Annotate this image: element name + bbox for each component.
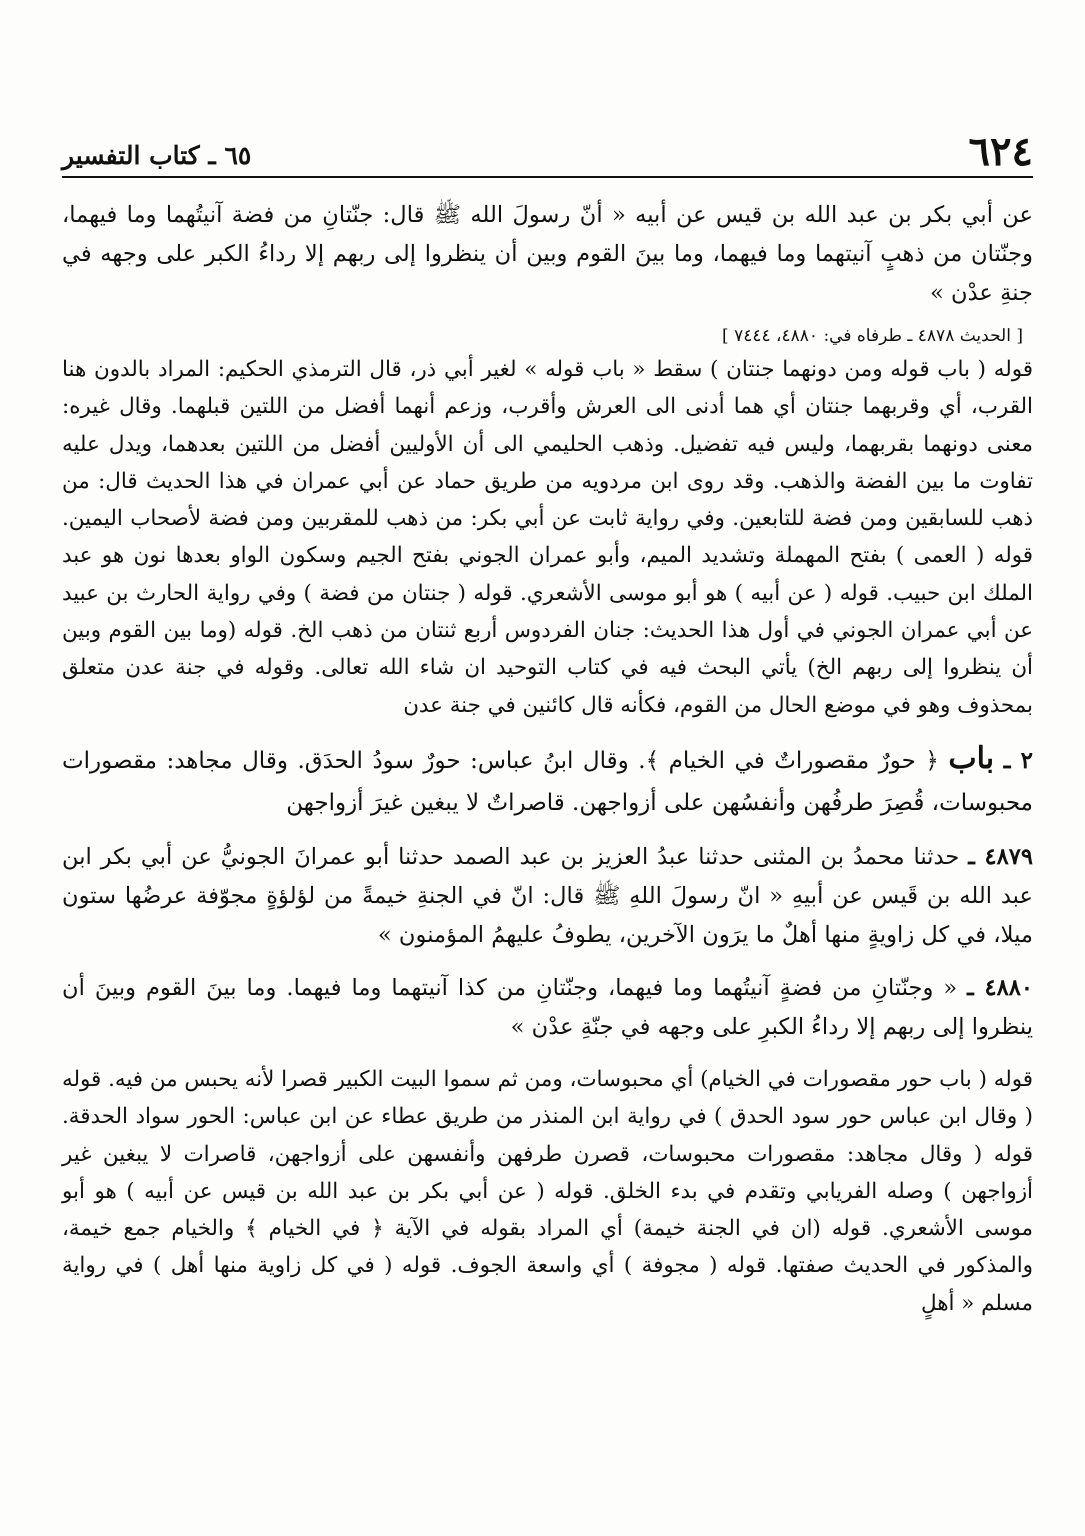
hadith-4879 bbox=[62, 838, 1033, 955]
page-header bbox=[62, 128, 1033, 178]
chapter-word: باب bbox=[948, 740, 995, 776]
page-number: ٦٢٤ bbox=[968, 128, 1033, 175]
hadith-text: حدثنا محمدُ بن المثنى حدثنا عبدُ العزيز بن عبد الصمد حدثنا أبو عمرانَ الجونيُّ عن أبي بكر ابن عبد الله بن قَيس عن أبيهِ « انّ رسولَ اللهِ ﷺ قال: انّ في الجنةِ خيمةً من لؤلؤةٍ مجوّفة عرضُها ستون ميلا، في كل زاويةٍ منها أهلٌ ما يرَون الآخرين، يطوفُ عليهمُ المؤمنون » bbox=[62, 843, 1033, 948]
hadith-text: « وجنّتانِ من فضةٍ آنيتُهما وما فيهما، وجنّتانِ من كذا آنيتهما وما فيهما. وما بينَ القوم وبينَ أن ينظروا إلى ربهم إلا رداءُ الكبرِ على وجهه في جنّةِ عدْن » bbox=[62, 974, 1033, 1040]
commentary-paragraph-1: قوله ( باب قوله ومن دونهما جنتان ) سقط « باب قوله » لغير أبي ذر، قال الترمذي الحكيم: المراد بالدون هنا القرب، أي وقربهما جنتان أي هما أدنى الى العرش وأقرب، وزعم أنهما أفضل من اللتين قبلهما. وقال غيره: معنى دونهما بقربهما، وليس فيه تفضيل. وذهب الحليمي الى أن الأوليين أفضل من اللتين بعدهما، ويدل عليه تفاوت ما بين الفضة والذهب. وقد روى ابن مردويه من طريق حماد عن أبي عمران في هذا الحديث قال: من ذهب للسابقين ومن فضة للتابعين. وفي رواية ثابت عن أبي بكر: من ذهب للمقربين ومن فضة لأصحاب اليمين. قوله ( العمى ) بفتح المهملة وتشديد الميم، وأبو عمران الجوني بفتح الجيم وسكون الواو بعدها نون هو عبد الملك ابن حبيب. قوله ( عن أبيه ) هو أبو موسى الأشعري. قوله ( جنتان من فضة ) وفي رواية الحارث بن عبيد عن أبي عمران الجوني في أول هذا الحديث: جنان الفردوس أربع ثنتان من ذهب الخ. قوله (وما بين القوم وبين أن ينظروا إلى ربهم الخ) يأتي البحث فيه في كتاب التوحيد ان شاء الله تعالى. وقوله في جنة عدن متعلق بمحذوف وهو في موضع الحال من القوم، فكأنه قال كائنين في جنة عدن bbox=[62, 357, 1033, 718]
hadith-reference: [ الحديث ٤٨٧٨ ـ طرفاه في: ٤٨٨٠، ٧٤٤٤ ] bbox=[722, 326, 1023, 346]
chapter-text: ﴿ حورٌ مقصوراتٌ في الخيام ﴾. وقال ابنُ عباس: حورٌ سودُ الحدَق. وقال مجاهد: مقصورات محبوسات، قُصِرَ طرفُهن وأنفسُهن على أزواجهن. قاصراتٌ لا يبغين غيرَ أزواجهن bbox=[62, 747, 1033, 816]
chapter-number: ٢ ـ bbox=[1003, 746, 1034, 774]
hadith-4878-end: عن أبي بكر بن عبد الله بن قيس عن أبيه « أنّ رسولَ الله ﷺ قال: جنّتانِ من فضة آنيتُهما وما فيهما، وجنّتان من ذهبٍ آنيتهما وما فيهما، وما بينَ القوم وبين أن ينظروا إلى ربهم إلا رداءُ الكبر على وجهه في جنةِ عدْن » bbox=[62, 202, 1033, 306]
commentary-paragraph-2: قوله ( باب حور مقصورات في الخيام) أي محبوسات، ومن ثم سموا البيت الكبير قصرا لأنه يحبس من فيه. قوله ( وقال ابن عباس حور سود الحدق ) في رواية ابن المنذر من طريق عطاء عن ابن عباس: الحور سواد الحدقة. قوله ( وقال مجاهد: مقصورات محبوسات، قصرن طرفهن وأنفسهن على أزواجهن، قاصرات لا يبغين غير أزواجهن ) وصله الفريابي وتقدم في بدء الخلق. قوله ( عن أبي بكر بن عبد الله بن قيس عن أبيه ) هو أبو موسى الأشعري. قوله (ان في الجنة خيمة) أي المراد بقوله في الآية ﴿ في الخيام ﴾ والخيام جمع خيمة، والمذكور في الحديث صفتها. قوله ( مجوفة ) أي واسعة الجوف. قوله ( في كل زاوية منها أهل ) في رواية مسلم « أهلٍ bbox=[62, 1066, 1033, 1316]
hadith-number: ٤٨٧٩ ـ bbox=[968, 843, 1033, 870]
chapter-heading-2 bbox=[62, 738, 1033, 824]
hadith-4880 bbox=[62, 969, 1033, 1047]
page-body bbox=[62, 196, 1033, 1322]
book-title: ٦٥ ـ كتاب التفسير bbox=[62, 141, 252, 170]
hadith-number: ٤٨٨٠ ـ bbox=[967, 974, 1033, 1001]
